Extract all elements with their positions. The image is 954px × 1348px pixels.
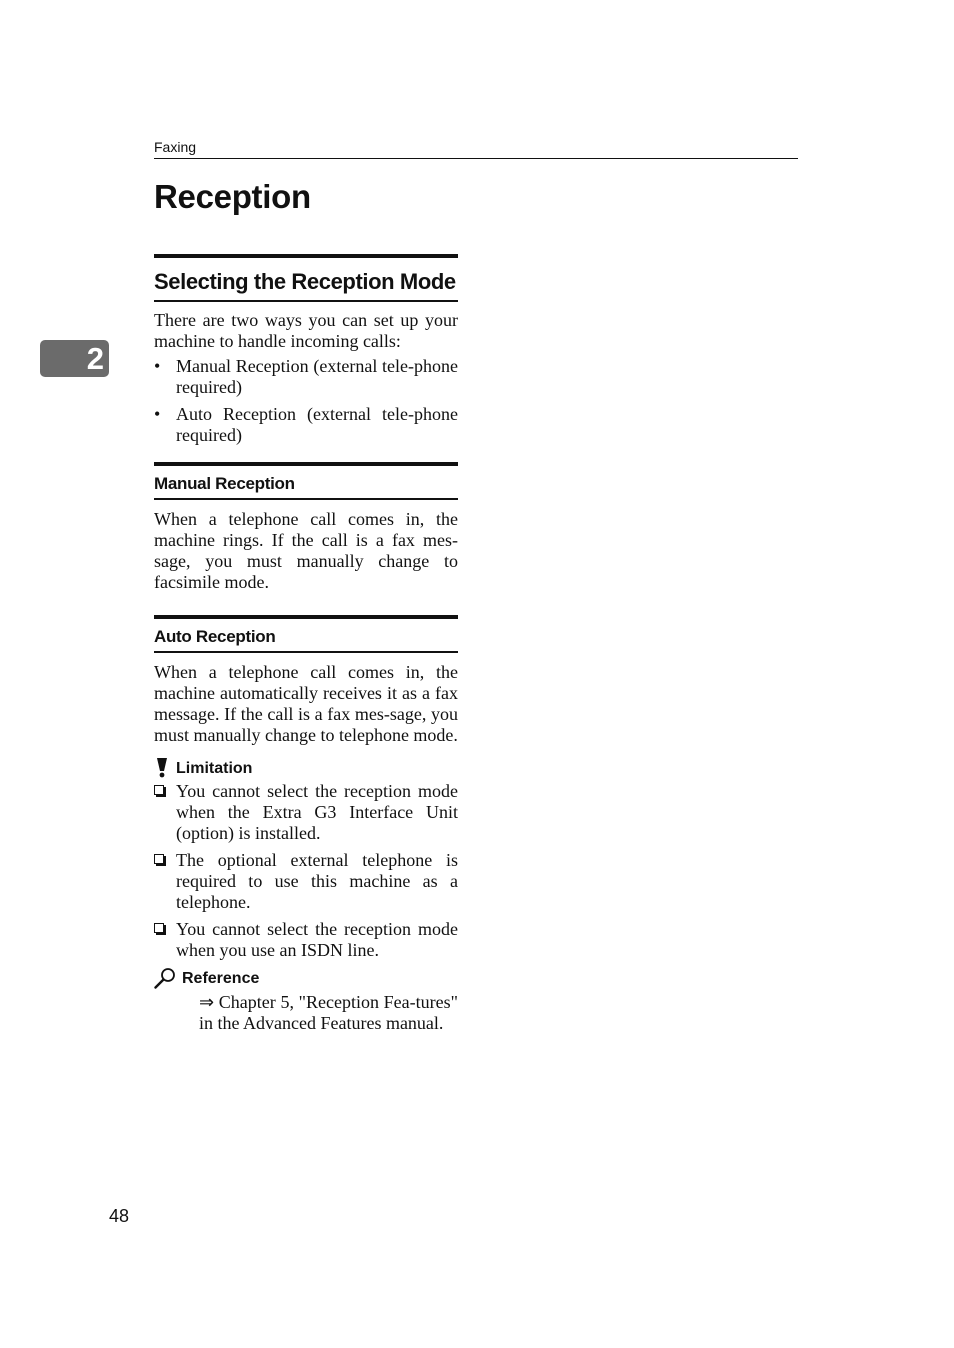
list-item-text: You cannot select the reception mode when you use an ISDN line.: [176, 919, 458, 960]
page-number: 48: [109, 1206, 130, 1226]
checkbox-icon: [154, 923, 164, 933]
chapter-tab: [40, 340, 109, 377]
manual-reception-heading: Manual Reception: [154, 462, 458, 500]
content-column: [154, 254, 458, 1034]
page-title: Reception: [154, 178, 311, 215]
reference-label: Reference: [182, 969, 260, 987]
list-item-text: Manual Reception (external tele-phone required): [176, 356, 458, 397]
checkbox-icon: [154, 785, 164, 795]
bullet-icon: •: [154, 356, 161, 376]
reception-mode-list: [154, 356, 458, 446]
list-item: [154, 850, 458, 913]
limitation-header: [154, 757, 458, 779]
exclamation-icon: [154, 758, 170, 778]
manual-reception-paragraph: When a telephone call comes in, the machine rings. If the call is a fax mes-sage, you must manually change to facsimile mode.: [154, 509, 458, 592]
running-header-label: Faxing: [154, 139, 197, 155]
intro-paragraph: There are two ways you can set up your machine to handle incoming calls:: [154, 310, 458, 351]
section-heading: Selecting the Reception Mode: [154, 254, 458, 302]
checkbox-icon: [154, 854, 164, 864]
list-item: [154, 919, 458, 961]
limitation-label: Limitation: [176, 759, 253, 777]
reference-header: [154, 967, 458, 989]
reference-text: ⇒ Chapter 5, "Reception Fea-tures" in the Advanced Features manual.: [199, 992, 458, 1033]
list-item: [154, 781, 458, 844]
list-item-text: You cannot select the reception mode when the Extra G3 Interface Unit (option) is installed.: [176, 781, 458, 843]
chapter-number: 2: [86, 341, 104, 376]
bullet-icon: •: [154, 404, 161, 424]
header-rule: [154, 158, 798, 159]
list-item-text: Auto Reception (external tele-phone required): [176, 404, 458, 445]
limitation-list: [154, 781, 458, 961]
magnifier-icon: [154, 967, 176, 989]
list-item-text: The optional external telephone is required to use this machine as a telephone.: [176, 850, 458, 912]
list-item: [154, 356, 458, 398]
auto-reception-paragraph: When a telephone call comes in, the machine automatically receives it as a fax message. If the call is a fax mes-sage, you must manually change to telephone mode.: [154, 662, 458, 745]
auto-reception-heading: Auto Reception: [154, 615, 458, 653]
list-item: [154, 404, 458, 446]
